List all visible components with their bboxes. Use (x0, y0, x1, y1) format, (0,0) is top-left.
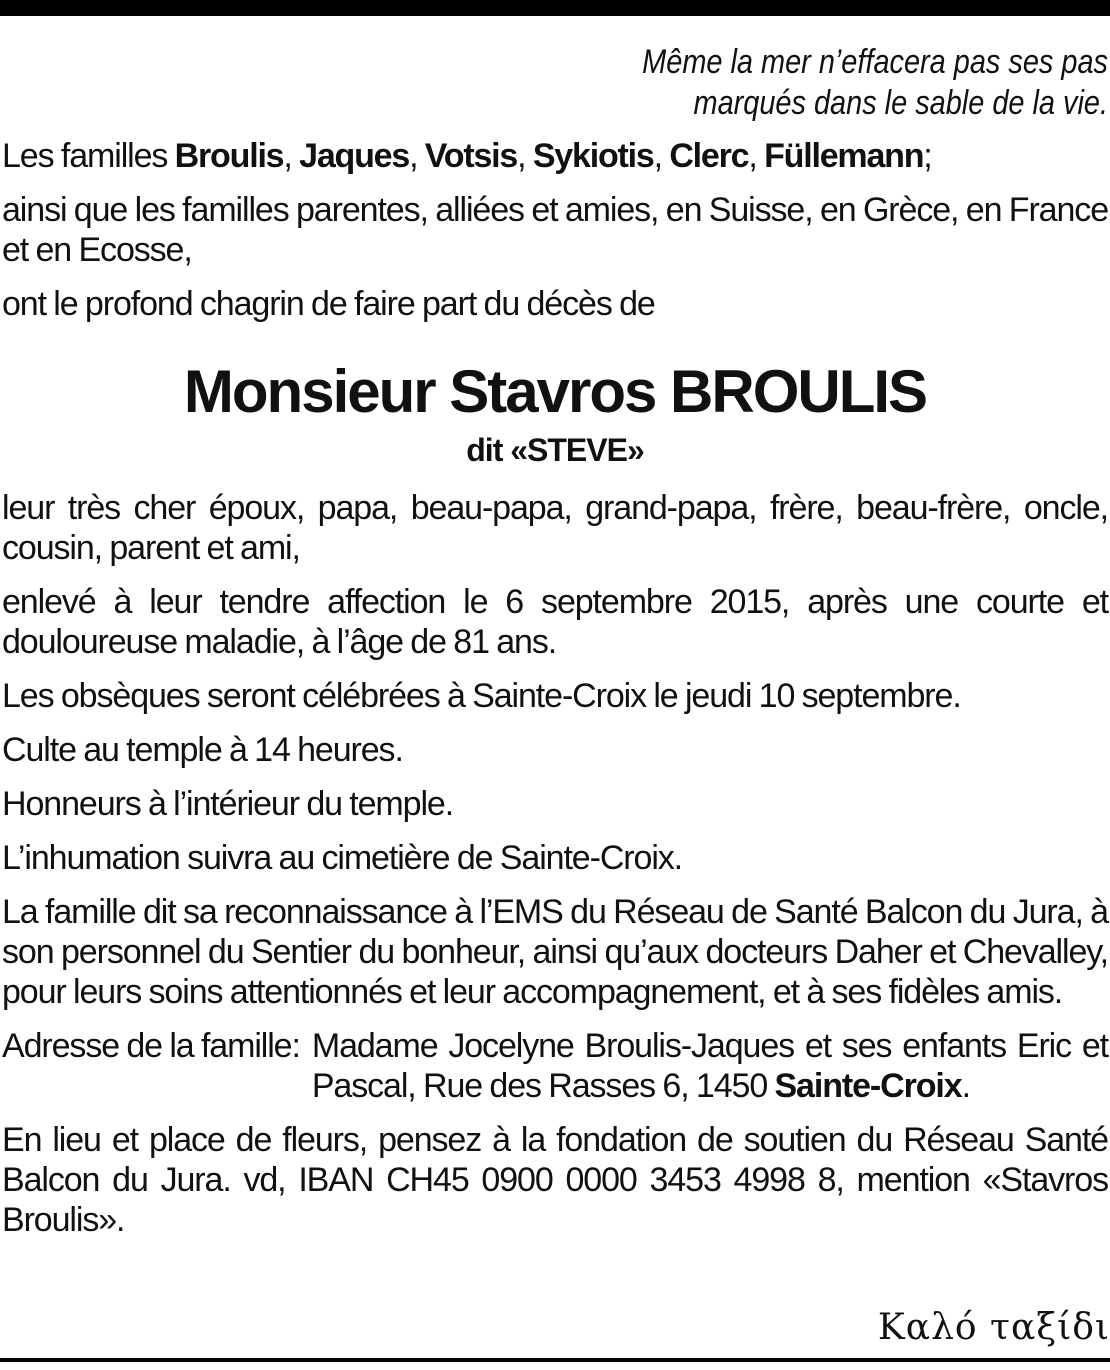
body-paragraph: L’inhumation suivra au cimetière de Sainte-Croix. (2, 839, 683, 877)
body-paragraph: leur très cher époux, papa, beau-papa, grand-papa, frère, beau-frère, oncle, cousin, parent et ami, (2, 489, 1108, 567)
top-border-rule (0, 0, 1110, 16)
body-paragraph: Culte au temple à 14 heures. (2, 731, 403, 769)
family-name: Sykiotis (532, 137, 654, 175)
family-name: Votsis (424, 137, 518, 175)
body-paragraph: Les obsèques seront célébrées à Sainte-Croix le jeudi 10 septembre. (2, 677, 961, 715)
epigraph-quote (168, 42, 1108, 124)
families-line: Les familles Broulis, Jaques, Votsis, Sykiotis, Clerc, Füllemann; (2, 137, 932, 175)
deceased-name: Monsieur Stavros BROULIS (183, 358, 927, 425)
family-name: Jaques (299, 137, 410, 175)
announcement-paragraph: ont le profond chagrin de faire part du décès de (2, 285, 655, 323)
greek-farewell: Καλό ταξίδι (877, 1307, 1110, 1348)
family-name: Clerc (669, 137, 749, 175)
family-name: Füllemann (764, 137, 924, 175)
donation-paragraph: En lieu et place de fleurs, pensez à la fondation de soutien du Réseau Santé Balcon du Jura. vd, IBAN CH45 0900 0000 3453 4998 8, mention «Stavros Broulis». (2, 1121, 1108, 1239)
address-label: Adresse de la famille: (2, 1027, 300, 1065)
obituary-notice (2, 42, 1108, 1240)
relatives-paragraph: ainsi que les familles parentes, alliées et amies, en Suisse, en Grèce, en France et en Ecosse, (2, 191, 1108, 269)
deceased-alias: dit «STEVE» (466, 432, 644, 468)
body-paragraph: enlevé à leur tendre affection le 6 septembre 2015, après une courte et douloureuse maladie, à l’âge de 81 ans. (2, 583, 1108, 661)
family-address (2, 1026, 1108, 1106)
families-lead: Les familles (2, 137, 175, 175)
family-name: Broulis (174, 137, 284, 175)
address-text: Madame Jocelyne Broulis-Jaques et ses enfants Eric et Pascal, Rue des Rasses 6, 1450 Sainte-Croix. (311, 1027, 1108, 1105)
body-paragraph: La famille dit sa reconnaissance à l’EMS du Réseau de Santé Balcon du Jura, à son personnel du Sentier du bonheur, ainsi qu’aux docteurs Daher et Chevalley, pour leurs soins attentionnés et leur accompagnement, et à ses fidèles amis. (2, 893, 1108, 1011)
epigraph-line: Même la mer n’effacera pas ses pas (642, 43, 1108, 81)
bottom-border-rule (0, 1358, 1110, 1362)
epigraph-line: marqués dans le sable de la vie. (693, 84, 1108, 122)
body-paragraph: Honneurs à l’intérieur du temple. (2, 785, 454, 823)
address-city: Sainte-Croix (774, 1067, 962, 1105)
